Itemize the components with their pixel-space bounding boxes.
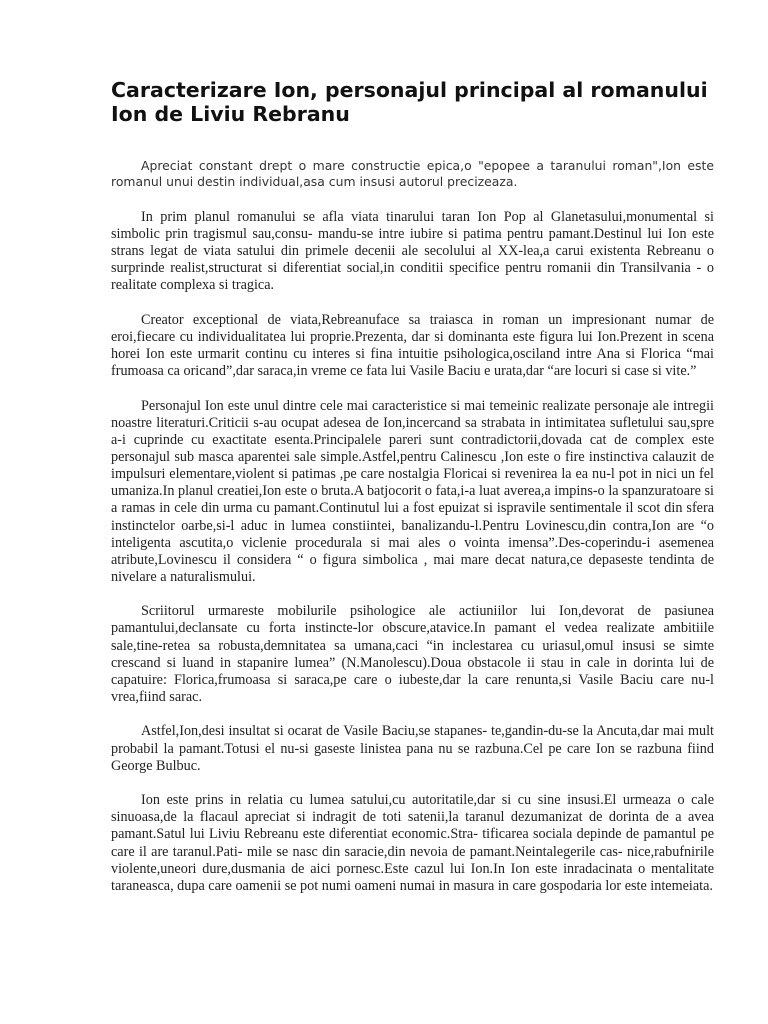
body-paragraph-5: Astfel,Ion,desi insultat si ocarat de Vasile Baciu,se stapanes- te,gandin-du-se la Ancuta,dar mai mult probabil la pamant.Totusi el nu-si gaseste linistea pana nu se razbuna.Cel pe care Ion se razbuna fiind George Bulbuc. [111,723,714,774]
body-paragraph-2: Creator exceptional de viata,Rebreanuface sa traiasca in roman un impresionant numar de eroi,fiecare cu individualitatea lui proprie.Prezenta, dar si dominanta este figura lui Ion.Prezent in scena horei Ion este urmarit continu cu interes si fina intuitie psihologica,osciland intre Ana si Florica “mai frumoasa ca oricand”,dar saraca,in vreme ce fata lui Vasile Baciu e urata,dar “are locuri si case si vite.” [111,311,714,380]
document-title: Caracterizare Ion, personajul principal al romanului Ion de Liviu Rebranu [111,78,708,126]
body-paragraph-1: In prim planul romanului se afla viata tinarului taran Ion Pop al Glanetasului,monumental si simbolic prin tragismul sau,consu- mandu-se intre iubire si patima pentru pamant.Destinul lui Ion este strans legat de viata satului din primele decenii ale secolului al XX-lea,a carui existenta Rebreanu o surprinde realist,structurat si diferentiat social,in conditii specifice pentru romanii din Transilvania - o realitate complexa si tragica. [111,209,714,294]
body-paragraph-3: Personajul Ion este unul dintre cele mai caracteristice si mai temeinic realizate personaje ale intregii noastre literaturi.Criticii s-au ocupat adesea de Ion,incercand sa strabata in intimitatea sufletului sau,spre a-i cuprinde cu exactitate esenta.Principalele pareri sunt contradictorii,dovada cat de complex este personajul sub masca aparentei sale simple.Astfel,pentru Calinescu ,Ion este o fire instinctiva calauzit de impulsuri elementare,violent si patimas ,pe care nostalgia Floricai si revenirea la ea nu-l pot in nici un fel umaniza.In planul creatiei,Ion este o bruta.A batjocorit o fata,i-a luat averea,a impins-o la spanzuratoare si a ramas in cele din urma cu pamant.Continutul lui a fost epuizat si ispravile sentimentale il scot din sfera instinctelor oarbe,si-l aduc in lumea constiintei, banalizandu-l.Pentru Lovinescu,din contra,Ion are “o inteligenta ascutita,o viclenie procedurala si mai ales o vointa imensa”.Des-coperindu-i asemenea atribute,Lovinescu il considera “ o figura simbolica , mai mare decat natura,ce depaseste tendinta de nivelare a naturalismului. [111,397,714,585]
intro-paragraph: Apreciat constant drept o mare constructie epica,o "epopee a taranului roman",Ion este romanul unui destin individual,asa cum insusi autorul precizeaza. [111,158,714,189]
body-paragraph-4: Scriitorul urmareste mobilurile psihologice ale actiuniilor lui Ion,devorat de pasiunea pamantului,declansate cu forta instincte-lor obscure,atavice.In pamant el vedea realizate ambitiile sale,tine-retea sa robusta,demnitatea sa umana,caci “in inclestarea cu uriasul,omul insusi se simte crescand si luand in stapanire lumea” (N.Manolescu).Doua obstacole ii stau in cale in dorinta lui de capatuire: Florica,frumoasa si saraca,pe care o iubeste,dar la care renunta,si Vasile Baciu care nu-l vrea,fiind sarac. [111,603,714,705]
body-paragraph-6: Ion este prins in relatia cu lumea satului,cu autoritatile,dar si cu sine insusi.El urmeaza o cale sinuoasa,de la flacaul apreciat si indragit de toti satenii,la taranul dezumanizat de dorinta de a avea pamant.Satul lui Liviu Rebreanu este diferentiat economic.Stra- tificarea sociala depinde de pamantul pe care il are taranul.Pati- mile se nasc din saracie,din nevoia de pamant.Neintalegerile cas- nice,rabufnirile violente,uneori dure,dusmania de aici pornesc.Este cazul lui Ion.In Ion este inradacinata o mentalitate taraneasca, dupa care oamenii se pot numi oameni numai in masura in care gospodaria lor este intemeiata. [111,792,714,894]
